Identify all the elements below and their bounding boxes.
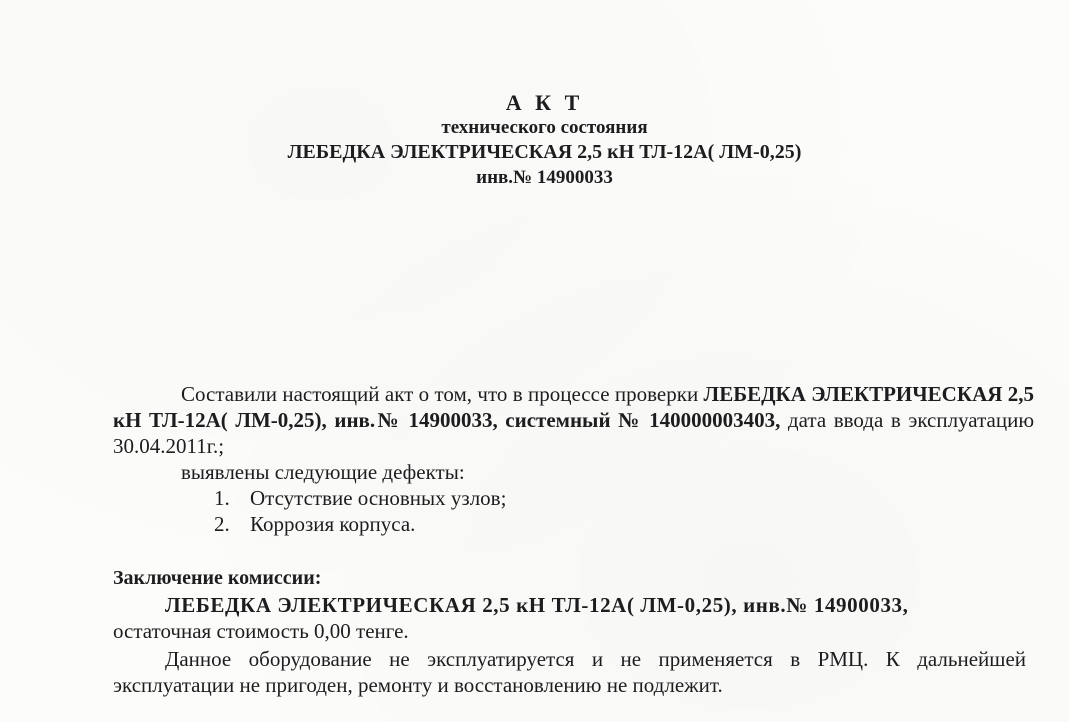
intro-lead: Составили настоящий акт о том, что в процессе проверки xyxy=(181,382,704,406)
final-text: Данное оборудование не эксплуатируется и не применяется в РМЦ. К дальнейшей эксплуатации не пригоден, ремонту и восстановлению не подлежит. xyxy=(113,647,1026,697)
conclusion-heading: Заключение комиссии: xyxy=(113,567,322,589)
conclusion-paragraph xyxy=(113,592,1026,644)
document-subtitle: технического состояния xyxy=(441,117,648,138)
intro-commission-date: дата ввода в эксплуатацию 30.04.2011г.; xyxy=(113,408,1035,458)
defects-heading: выявлены следующие дефекты: xyxy=(181,460,465,484)
final-paragraph xyxy=(113,646,1026,698)
equipment-name: ЛЕБЕДКА ЭЛЕКТРИЧЕСКАЯ 2,5 кН ТЛ-12А( ЛМ-0,25) xyxy=(287,141,802,163)
list-item xyxy=(214,485,506,511)
defect-list xyxy=(214,485,506,537)
inventory-number: инв.№ 14900033 xyxy=(476,167,613,188)
list-item-number: 1. xyxy=(214,486,230,510)
conclusion-equipment: ЛЕБЕДКА ЭЛЕКТРИЧЕСКАЯ 2,5 кН ТЛ-12А( ЛМ-0,25), инв.№ 14900033, xyxy=(165,593,909,617)
list-item-text: Отсутствие основных узлов; xyxy=(250,486,507,510)
document-header xyxy=(0,90,1069,190)
list-item-number: 2. xyxy=(214,512,230,536)
document-title: А К Т xyxy=(505,90,584,115)
conclusion-residual-value: остаточная стоимость 0,00 тенге. xyxy=(113,619,409,643)
intro-paragraph xyxy=(113,381,1034,459)
list-item-text: Коррозия корпуса. xyxy=(250,512,416,536)
list-item xyxy=(214,511,506,537)
intro-equipment: ЛЕБЕДКА ЭЛЕКТРИЧЕСКАЯ 2,5 кН ТЛ-12А( ЛМ-0,25), инв.№ 14900033, системный № 140000003403, xyxy=(113,382,1035,432)
